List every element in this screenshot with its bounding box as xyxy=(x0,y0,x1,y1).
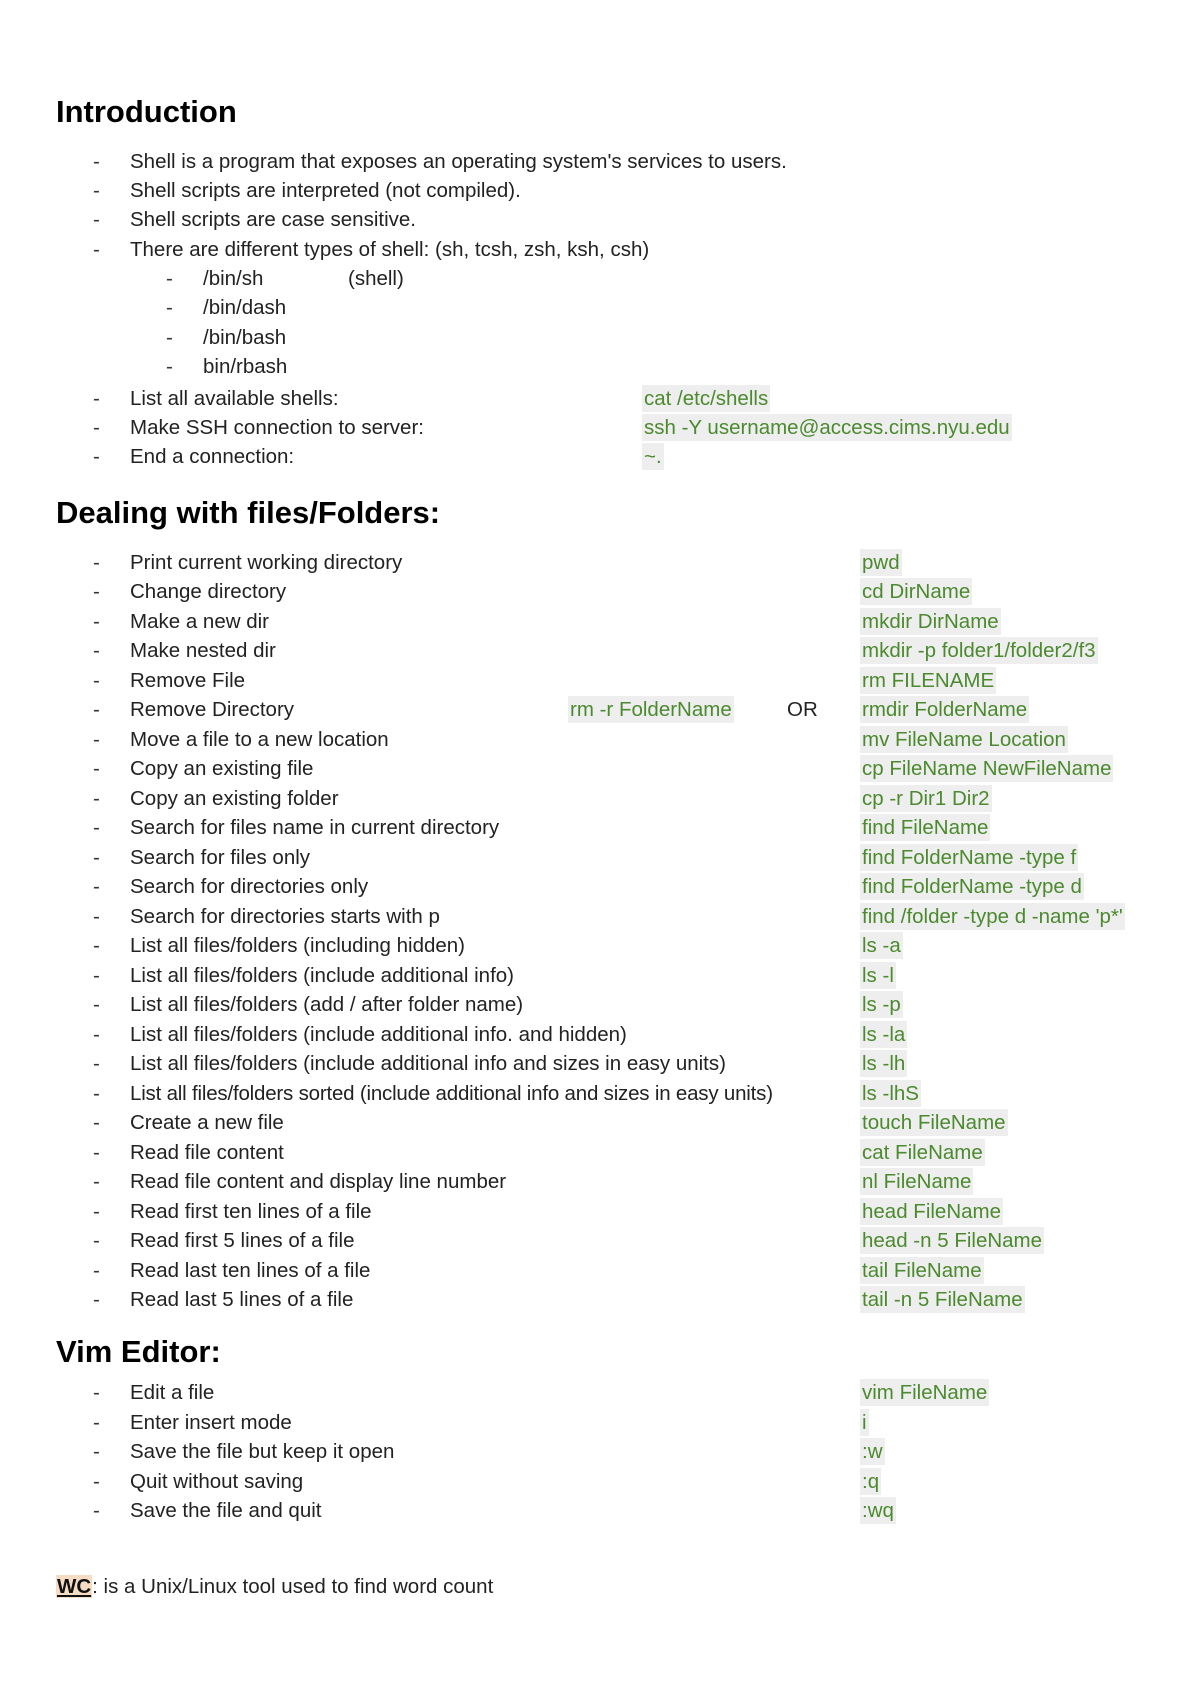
command-row xyxy=(0,695,1200,724)
bullet-dash: - xyxy=(93,1141,100,1164)
bullet-dash: - xyxy=(93,1229,100,1252)
list-item-text: Shell scripts are case sensitive. xyxy=(130,208,416,231)
command-row xyxy=(0,1378,1200,1407)
bullet-dash: - xyxy=(93,1381,100,1404)
command-code: ls -a xyxy=(862,934,901,957)
command-code: ls -lh xyxy=(862,1052,906,1075)
command-code: touch FileName xyxy=(862,1111,1006,1134)
files-heading: Dealing with files/Folders: xyxy=(56,495,441,530)
bullet-dash: - xyxy=(93,728,100,751)
command-description: Save the file but keep it open xyxy=(130,1440,395,1463)
command-code: pwd xyxy=(862,551,900,574)
command-code: ls -l xyxy=(862,964,894,987)
command-description: List all files/folders sorted (include additional info and sizes in easy units) xyxy=(130,1082,773,1105)
command-code: nl FileName xyxy=(862,1170,972,1193)
sub-list-item xyxy=(0,323,1200,352)
command-row xyxy=(0,384,1200,413)
bullet-dash: - xyxy=(93,698,100,721)
bullet-dash: - xyxy=(93,669,100,692)
command-description: Make nested dir xyxy=(130,639,276,662)
command-row xyxy=(0,1138,1200,1167)
command-row xyxy=(0,961,1200,990)
command-description: Read first 5 lines of a file xyxy=(130,1229,355,1252)
bullet-dash: - xyxy=(166,296,173,319)
command-row xyxy=(0,636,1200,665)
command-description: Read file content xyxy=(130,1141,284,1164)
bullet-dash: - xyxy=(93,1170,100,1193)
list-item xyxy=(0,205,1200,234)
list-item-text: bin/rbash xyxy=(203,355,288,378)
command-row xyxy=(0,1496,1200,1525)
command-row xyxy=(0,872,1200,901)
list-item-text: /bin/sh xyxy=(203,267,264,290)
command-description: Search for files name in current directory xyxy=(130,816,500,839)
command-description: Enter insert mode xyxy=(130,1411,292,1434)
command-code: find /folder -type d -name 'p*' xyxy=(862,905,1123,928)
command-description: Read last 5 lines of a file xyxy=(130,1288,354,1311)
command-code: vim FileName xyxy=(862,1381,988,1404)
command-code: ls -lhS xyxy=(862,1082,919,1105)
command-code: mkdir -p folder1/folder2/f3 xyxy=(862,639,1096,662)
list-item-text: There are different types of shell: (sh, tcsh, zsh, ksh, csh) xyxy=(130,238,650,261)
command-description: Search for directories only xyxy=(130,875,369,898)
command-code: rmdir FolderName xyxy=(862,698,1028,721)
sub-list-item xyxy=(0,352,1200,381)
sub-list-item xyxy=(0,264,1200,293)
bullet-dash: - xyxy=(93,1052,100,1075)
command-row xyxy=(0,754,1200,783)
command-description: Print current working directory xyxy=(130,551,403,574)
command-code: cp FileName NewFileName xyxy=(862,757,1112,780)
command-row xyxy=(0,1167,1200,1196)
bullet-dash: - xyxy=(93,875,100,898)
command-description: List all files/folders (include additional info. and hidden) xyxy=(130,1023,627,1046)
command-row xyxy=(0,1226,1200,1255)
bullet-dash: - xyxy=(93,387,100,410)
command-code: mv FileName Location xyxy=(862,728,1066,751)
command-description: Read first ten lines of a file xyxy=(130,1200,372,1223)
command-description: Make SSH connection to server: xyxy=(130,416,424,439)
bullet-dash: - xyxy=(93,580,100,603)
bullet-dash: - xyxy=(93,1111,100,1134)
command-row xyxy=(0,666,1200,695)
bullet-dash: - xyxy=(93,1023,100,1046)
command-description: Remove Directory xyxy=(130,698,295,721)
command-description: Search for files only xyxy=(130,846,311,869)
bullet-dash: - xyxy=(93,1259,100,1282)
command-code: find FileName xyxy=(862,816,989,839)
command-row xyxy=(0,725,1200,754)
command-row xyxy=(0,1285,1200,1314)
bullet-dash: - xyxy=(93,846,100,869)
command-code: cat FileName xyxy=(862,1141,983,1164)
command-code: mkdir DirName xyxy=(862,610,999,633)
bullet-dash: - xyxy=(93,934,100,957)
bullet-dash: - xyxy=(93,787,100,810)
command-code: head FileName xyxy=(862,1200,1002,1223)
list-item-text: Shell is a program that exposes an operating system's services to users. xyxy=(130,150,787,173)
bullet-dash: - xyxy=(93,964,100,987)
wc-term: WC xyxy=(57,1575,92,1598)
list-item-text: /bin/bash xyxy=(203,326,287,349)
command-description: Remove File xyxy=(130,669,246,692)
bullet-dash: - xyxy=(166,267,173,290)
bullet-dash: - xyxy=(93,551,100,574)
command-row xyxy=(0,1256,1200,1285)
command-row xyxy=(0,1197,1200,1226)
command-code: :wq xyxy=(862,1499,894,1522)
list-item-note: (shell) xyxy=(348,267,404,290)
command-description: List all files/folders (include additional info and sizes in easy units) xyxy=(130,1052,726,1075)
command-code: cd DirName xyxy=(862,580,971,603)
bullet-dash: - xyxy=(93,1288,100,1311)
bullet-dash: - xyxy=(166,355,173,378)
command-code-alternative: rm -r FolderName xyxy=(570,698,732,721)
bullet-dash: - xyxy=(93,208,100,231)
bullet-dash: - xyxy=(93,179,100,202)
command-code: ssh -Y username@access.cims.nyu.edu xyxy=(644,416,1010,439)
command-row xyxy=(0,548,1200,577)
command-description: Search for directories starts with p xyxy=(130,905,440,928)
bullet-dash: - xyxy=(93,1499,100,1522)
command-description: List all files/folders (add / after folder name) xyxy=(130,993,524,1016)
bullet-dash: - xyxy=(93,757,100,780)
command-description: Read file content and display line number xyxy=(130,1170,507,1193)
bullet-dash: - xyxy=(93,1082,100,1105)
command-row xyxy=(0,442,1200,471)
command-code: find FolderName -type f xyxy=(862,846,1077,869)
command-code: tail -n 5 FileName xyxy=(862,1288,1023,1311)
command-row xyxy=(0,577,1200,606)
command-description: Copy an existing folder xyxy=(130,787,339,810)
command-code: cp -r Dir1 Dir2 xyxy=(862,787,990,810)
command-description: Move a file to a new location xyxy=(130,728,389,751)
sub-list-item xyxy=(0,293,1200,322)
command-row xyxy=(0,784,1200,813)
command-code: :w xyxy=(862,1440,883,1463)
wc-note xyxy=(56,1572,493,1601)
command-row xyxy=(0,1020,1200,1049)
command-description: End a connection: xyxy=(130,445,295,468)
list-item xyxy=(0,235,1200,264)
bullet-dash: - xyxy=(93,1470,100,1493)
command-row xyxy=(0,843,1200,872)
bullet-dash: - xyxy=(93,1200,100,1223)
command-description: Change directory xyxy=(130,580,287,603)
command-description: Quit without saving xyxy=(130,1470,304,1493)
intro-heading: Introduction xyxy=(56,94,237,129)
command-description: List all files/folders (including hidden) xyxy=(130,934,466,957)
bullet-dash: - xyxy=(93,445,100,468)
command-row xyxy=(0,813,1200,842)
command-code: ~. xyxy=(644,445,662,468)
wc-description: : is a Unix/Linux tool used to find word count xyxy=(92,1575,494,1598)
command-row xyxy=(0,413,1200,442)
list-item-text: Shell scripts are interpreted (not compiled). xyxy=(130,179,521,202)
bullet-dash: - xyxy=(93,1440,100,1463)
bullet-dash: - xyxy=(93,1411,100,1434)
command-code: rm FILENAME xyxy=(862,669,995,692)
command-code: ls -la xyxy=(862,1023,906,1046)
command-row xyxy=(0,1467,1200,1496)
command-description: Save the file and quit xyxy=(130,1499,322,1522)
vim-heading: Vim Editor: xyxy=(56,1334,221,1369)
list-item xyxy=(0,176,1200,205)
command-description: List all files/folders (include additional info) xyxy=(130,964,515,987)
command-code: ls -p xyxy=(862,993,901,1016)
command-code: :q xyxy=(862,1470,880,1493)
bullet-dash: - xyxy=(93,238,100,261)
command-row xyxy=(0,902,1200,931)
command-description: Edit a file xyxy=(130,1381,215,1404)
command-description: Make a new dir xyxy=(130,610,270,633)
command-row xyxy=(0,990,1200,1019)
command-row xyxy=(0,1108,1200,1137)
command-description: Read last ten lines of a file xyxy=(130,1259,371,1282)
command-row xyxy=(0,607,1200,636)
or-separator: OR xyxy=(787,698,818,721)
command-row xyxy=(0,1437,1200,1466)
bullet-dash: - xyxy=(93,905,100,928)
command-row xyxy=(0,1049,1200,1078)
command-code: head -n 5 FileName xyxy=(862,1229,1043,1252)
command-code: i xyxy=(862,1411,867,1434)
command-row xyxy=(0,1079,1200,1108)
list-item-text: /bin/dash xyxy=(203,296,287,319)
command-description: Copy an existing file xyxy=(130,757,314,780)
bullet-dash: - xyxy=(93,816,100,839)
bullet-dash: - xyxy=(93,639,100,662)
command-description: List all available shells: xyxy=(130,387,339,410)
bullet-dash: - xyxy=(93,993,100,1016)
command-row xyxy=(0,1408,1200,1437)
command-code: tail FileName xyxy=(862,1259,982,1282)
bullet-dash: - xyxy=(166,326,173,349)
command-description: Create a new file xyxy=(130,1111,284,1134)
command-code: cat /etc/shells xyxy=(644,387,769,410)
bullet-dash: - xyxy=(93,416,100,439)
bullet-dash: - xyxy=(93,150,100,173)
command-code: find FolderName -type d xyxy=(862,875,1082,898)
bullet-dash: - xyxy=(93,610,100,633)
command-row xyxy=(0,931,1200,960)
list-item xyxy=(0,147,1200,176)
